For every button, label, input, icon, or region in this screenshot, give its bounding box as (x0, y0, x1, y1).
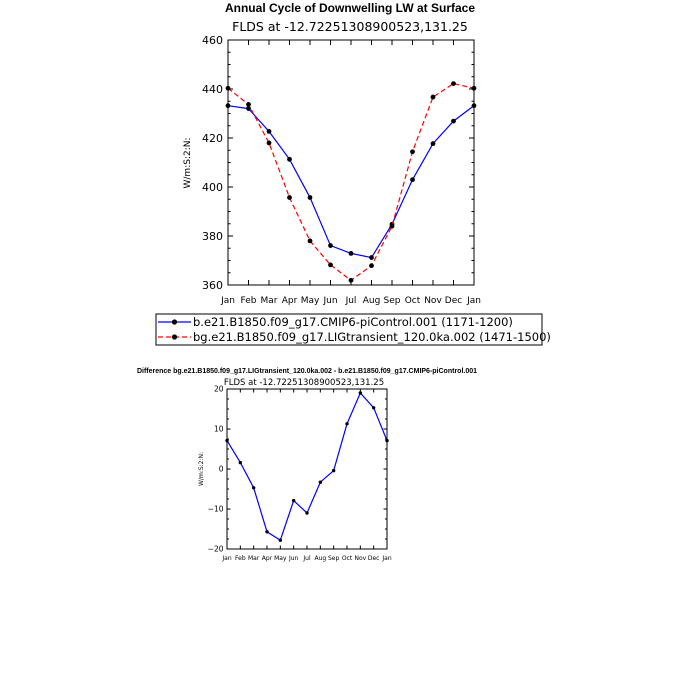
data-point (451, 119, 456, 124)
x-tick-label: Aug (362, 296, 381, 306)
x-tick-label: Dec (444, 296, 463, 306)
data-point (359, 391, 362, 394)
x-tick-label: Jan (221, 296, 235, 306)
y-tick-label: 10 (213, 424, 224, 434)
x-tick-label: Feb (235, 555, 246, 562)
x-tick-label: Jul (303, 555, 311, 562)
x-tick-label: May (300, 296, 320, 306)
data-point (431, 141, 436, 146)
x-tick-label: Mar (248, 555, 260, 562)
y-axis-label: W/m:S:2:N: (183, 137, 193, 189)
data-point (308, 239, 313, 244)
data-point (410, 177, 415, 182)
data-point (292, 499, 295, 502)
x-tick-label: Oct (404, 296, 421, 306)
data-point (369, 255, 374, 260)
tick-group (202, 34, 481, 306)
data-point (267, 129, 272, 134)
y-tick-label: 360 (202, 278, 223, 292)
difference-chart (137, 368, 477, 562)
data-point (390, 224, 395, 229)
legend-label-control: b.e21.B1850.f09_g17.CMIP6-piControl.001 (1171-1200) (193, 315, 513, 329)
data-point (287, 195, 292, 200)
x-tick-label: Dec (367, 555, 380, 562)
y-tick-label: −10 (207, 504, 224, 514)
chart-title: Annual Cycle of Downwelling LW at Surface (224, 1, 476, 15)
x-tick-label: Nov (424, 296, 442, 306)
y-tick-label: 420 (202, 131, 223, 145)
data-point (369, 263, 374, 268)
y-tick-label: 400 (202, 180, 223, 194)
series-line-1 (228, 84, 474, 281)
data-point (431, 95, 436, 100)
x-tick-label: Aug (314, 555, 327, 562)
data-point (328, 263, 333, 268)
x-tick-label: Mar (260, 296, 278, 306)
data-point (287, 157, 292, 162)
x-tick-label: Jul (345, 296, 357, 306)
data-point (279, 539, 282, 542)
data-point (308, 195, 313, 200)
difference-plot-frame (227, 389, 387, 549)
data-point (267, 141, 272, 146)
series-line-0 (227, 393, 387, 540)
y-tick-label: 380 (202, 229, 223, 243)
plot-frame (228, 40, 474, 285)
x-tick-label: Sep (328, 555, 340, 562)
data-point (328, 243, 333, 248)
data-point (410, 149, 415, 154)
data-point (246, 102, 251, 107)
data-point (345, 422, 348, 425)
data-point (305, 511, 308, 514)
data-point (349, 278, 354, 283)
data-point (226, 103, 231, 108)
difference-y-axis-label: W/m:S:2:N: (198, 452, 205, 486)
x-tick-label: Apr (261, 555, 273, 562)
y-tick-label: 440 (202, 82, 223, 96)
data-point (319, 481, 322, 484)
data-point (451, 81, 456, 86)
x-tick-label: Nov (354, 555, 367, 562)
data-point (252, 486, 255, 489)
series-line-0 (228, 106, 474, 258)
data-point (239, 461, 242, 464)
legend-marker-lig (172, 334, 177, 339)
annual-cycle-chart (183, 1, 481, 306)
legend (156, 314, 551, 345)
data-point (226, 86, 231, 91)
y-tick-label: 20 (213, 384, 224, 394)
data-point (372, 406, 375, 409)
x-tick-label: Jun (323, 296, 338, 306)
legend-marker-control (172, 319, 177, 324)
x-tick-label: May (274, 555, 287, 562)
x-tick-label: Feb (240, 296, 257, 306)
difference-title: Difference bg.e21.B1850.f09_g17.LIGtransient_120.0ka.002 - b.e21.B1850.f09_g17.CMIP6-piControl.001 (136, 368, 478, 375)
chart-subtitle: FLDS at -12.72251308900523,131.25 (232, 19, 468, 34)
difference-plot-area (225, 391, 388, 542)
y-tick-label: −20 (207, 544, 224, 554)
data-point (385, 439, 388, 442)
plot-area (226, 81, 477, 283)
data-point (472, 103, 477, 108)
legend-label-lig: bg.e21.B1850.f09_g17.LIGtransient_120.0ka.002 (1471-1500) (193, 330, 551, 344)
x-tick-label: Apr (281, 296, 298, 306)
data-point (246, 106, 251, 111)
data-point (225, 439, 228, 442)
data-point (332, 469, 335, 472)
data-point (472, 86, 477, 91)
y-tick-label: 460 (202, 33, 223, 47)
difference-tick-group (208, 385, 392, 562)
x-tick-label: Sep (383, 296, 401, 306)
x-tick-label: Oct (341, 555, 353, 562)
x-tick-label: Jan (382, 555, 392, 562)
x-tick-label: Jun (288, 555, 299, 562)
y-tick-label: 0 (218, 464, 224, 474)
difference-subtitle: FLDS at -12.72251308900523,131.25 (223, 378, 385, 388)
data-point (265, 530, 268, 533)
data-point (349, 251, 354, 256)
x-tick-label: Jan (222, 555, 232, 562)
x-tick-label: Jan (467, 296, 481, 306)
